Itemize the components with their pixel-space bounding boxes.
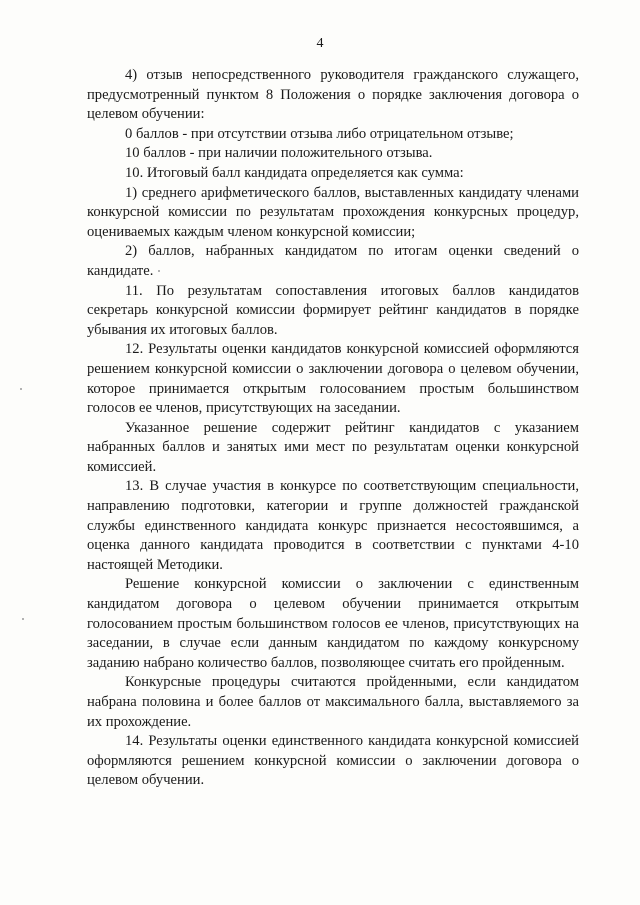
document-body [87, 66, 579, 791]
paragraph-item-10: 10. Итоговый балл кандидата определяется как сумма: [125, 164, 464, 181]
scan-speck [158, 270, 160, 272]
paragraph-score-ten: 10 баллов - при наличии положительного отзыва. [125, 145, 433, 162]
scan-speck [20, 388, 22, 390]
paragraph-score-zero: 0 баллов - при отсутствии отзыва либо отрицательном отзыве; [125, 125, 514, 142]
paragraph-item-10-2: 2) баллов, набранных кандидатом по итогам оценки сведений о кандидате. [87, 243, 579, 279]
paragraph-item-12: 12. Результаты оценки кандидатов конкурсной комиссией оформляются решением конкурсной комиссии о заключении договора о целевом обучении, которое принимается открытым голосованием простым большинством голосов ее членов, присутствующих на заседании. [87, 341, 579, 417]
paragraph-item-13-procedures: Конкурсные процедуры считаются пройденными, если кандидатом набрана половина и более баллов от максимального балла, выставляемого за их прохождение. [87, 674, 579, 730]
paragraph-item-13-decision: Решение конкурсной комиссии о заключении с единственным кандидатом договора о целевом обучении принимается открытым голосованием простым большинством голосов ее членов, присутствующих на заседании, в случае если данным кандидатом по каждому конкурсному заданию набрано количество баллов, позволяющее считать его пройденным. [87, 576, 579, 671]
paragraph-item-11: 11. По результатам сопоставления итоговых баллов кандидатов секретарь конкурсной комиссии формирует рейтинг кандидатов в порядке убывания их итоговых баллов. [87, 282, 579, 338]
paragraph-item-10-1: 1) среднего арифметического баллов, выставленных кандидату членами конкурсной комиссии по результатам прохождения конкурсных процедур, оцениваемых каждым членом конкурсной комиссии; [87, 184, 579, 240]
page-number: 4 [316, 36, 324, 51]
paragraph-item-13: 13. В случае участия в конкурсе по соответствующим специальности, направлению подготовки, категории и группе должностей гражданской службы единственного кандидата конкурс признается несостоявшимся, а оценка данного кандидата проводится в соответствии с пунктами 4-10 настоящей Методики. [87, 478, 579, 573]
paragraph-item-12-decision: Указанное решение содержит рейтинг кандидатов с указанием набранных баллов и занятых ими мест по результатам оценки конкурсной комиссией. [87, 419, 579, 475]
paragraph-review-criterion: 4) отзыв непосредственного руководителя гражданского служащего, предусмотренный пунктом 8 Положения о порядке заключения договора о целевом обучении: [87, 67, 579, 123]
paragraph-item-14: 14. Результаты оценки единственного кандидата конкурсной комиссией оформляются решением конкурсной комиссии о заключении договора о целевом обучении. [87, 733, 579, 789]
scan-speck [22, 618, 24, 620]
